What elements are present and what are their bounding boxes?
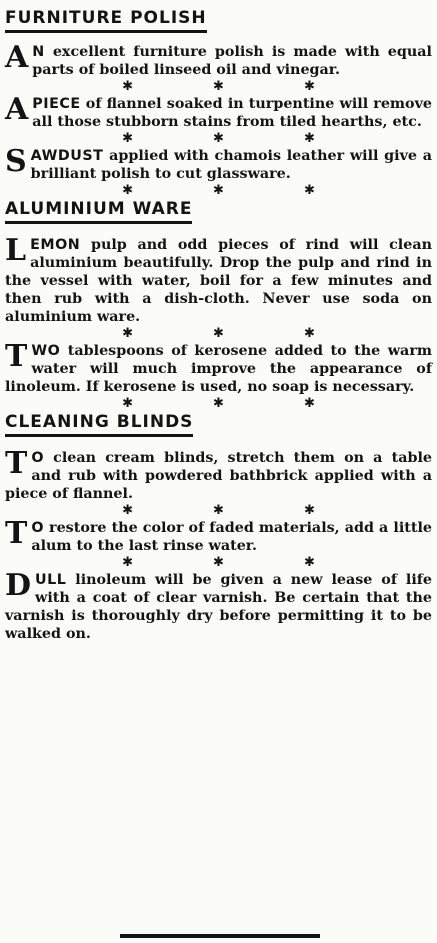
section-aluminium-ware — [5, 199, 432, 224]
paragraph-text: restore the color of faded materials, add a little alum to the last rinse water. — [31, 520, 432, 554]
section-heading: ALUMINIUM WARE — [5, 199, 192, 224]
star-icon: ✱ — [122, 555, 134, 570]
paragraph — [5, 233, 432, 326]
drop-cap: T — [5, 446, 28, 481]
paragraph — [5, 516, 432, 555]
paragraph-text: applied with chamois leather will give a brilliant polish to cut glassware. — [30, 148, 432, 182]
star-icon: ✱ — [122, 131, 134, 146]
star-icon: ✱ — [122, 396, 134, 411]
star-icon: ✱ — [303, 555, 315, 570]
star-icon: ✱ — [122, 79, 134, 94]
star-icon: ✱ — [303, 326, 315, 341]
separator-stars — [5, 79, 432, 95]
paragraph-text: of flannel soaked in turpentine will remove all those stubborn stains from tiled hearths, etc. — [32, 96, 432, 130]
lead-in: EMON — [30, 237, 81, 253]
separator-stars — [5, 183, 432, 199]
star-icon: ✱ — [303, 79, 315, 94]
paragraph — [5, 92, 432, 131]
star-icon: ✱ — [213, 79, 224, 94]
drop-cap: S — [5, 144, 27, 179]
separator-stars — [5, 396, 432, 412]
star-icon: ✱ — [213, 503, 224, 518]
section-cleaning-blinds — [5, 412, 432, 437]
paragraph-text: tablespoons of kerosene added to the warm water will much improve the appearance of linoleum. If kerosene is used, no soap is necessary. — [5, 343, 432, 395]
drop-cap: T — [5, 339, 28, 374]
paragraph — [5, 144, 432, 183]
star-icon: ✱ — [303, 396, 315, 411]
paragraph-text: excellent furniture polish is made with equal parts of boiled linseed oil and vinegar. — [32, 44, 432, 78]
separator-stars — [5, 326, 432, 342]
lead-in: AWDUST — [30, 148, 104, 164]
paragraph — [5, 339, 432, 396]
drop-cap: T — [5, 516, 28, 551]
star-icon: ✱ — [122, 326, 134, 341]
section-furniture-polish — [5, 0, 432, 33]
section-heading: CLEANING BLINDS — [5, 412, 193, 437]
star-icon: ✱ — [303, 131, 315, 146]
paragraph-text: linoleum will be given a new lease of life with a coat of clear varnish. Be certain that the varnish is thoroughly dry before permitting it to be walked on. — [5, 572, 432, 642]
star-icon: ✱ — [122, 183, 134, 198]
drop-cap: D — [5, 568, 32, 603]
star-icon: ✱ — [213, 183, 224, 198]
lead-in: WO — [31, 343, 61, 359]
star-icon: ✱ — [213, 555, 224, 570]
star-icon: ✱ — [213, 326, 224, 341]
separator-stars — [5, 131, 432, 147]
end-rule — [120, 934, 320, 938]
paragraph-text: pulp and odd pieces of rind will clean aluminium beautifully. Drop the pulp and rind in the vessel with water, boil for a few minutes and then rub with a dish-cloth. Never use soda on aluminium ware. — [5, 237, 432, 325]
section-heading: FURNITURE POLISH — [5, 8, 207, 33]
star-icon: ✱ — [213, 396, 224, 411]
separator-stars — [5, 555, 432, 571]
star-icon: ✱ — [303, 503, 315, 518]
lead-in: ULL — [35, 572, 67, 588]
drop-cap: A — [5, 40, 29, 75]
paragraph-text: clean cream blinds, stretch them on a table and rub with powdered bathbrick applied with a piece of flannel. — [5, 450, 432, 502]
star-icon: ✱ — [213, 131, 224, 146]
paragraph — [5, 446, 432, 503]
paragraph — [5, 40, 432, 79]
lead-in: O — [31, 520, 44, 536]
star-icon: ✱ — [122, 503, 134, 518]
paragraph — [5, 568, 432, 643]
lead-in: PIECE — [32, 96, 81, 112]
lead-in: N — [32, 44, 45, 60]
separator-stars — [5, 503, 432, 519]
drop-cap: A — [5, 92, 29, 127]
star-icon: ✱ — [303, 183, 315, 198]
lead-in: O — [31, 450, 44, 466]
drop-cap: L — [5, 233, 27, 268]
